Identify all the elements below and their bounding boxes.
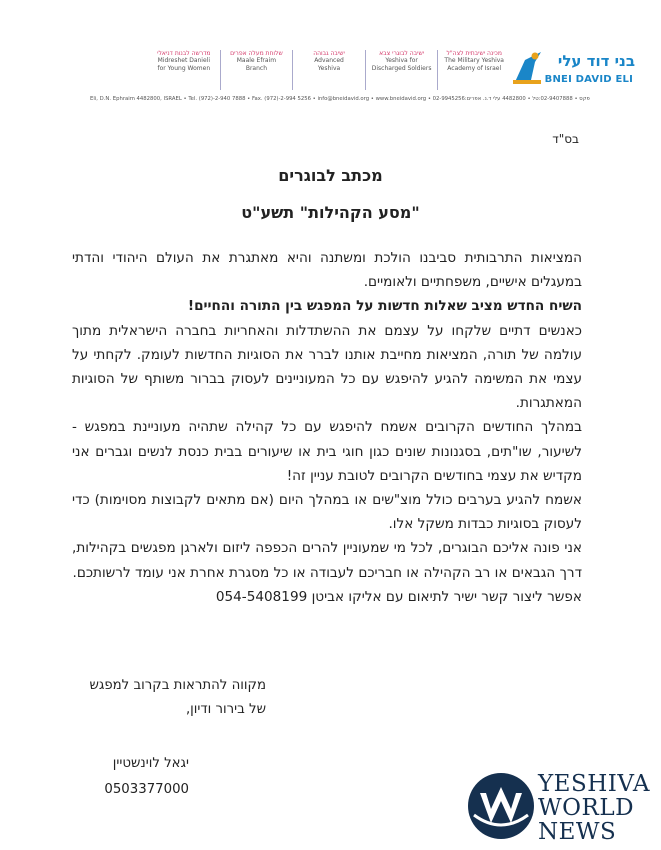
closing — [56, 674, 266, 722]
signature — [104, 751, 189, 803]
division-item: מדרשה לבנות דניאלי Midreshet Danieli for Young Women — [148, 50, 221, 90]
signature-name: יגאל לוינשטיין — [112, 756, 189, 771]
contact-line: Eli, D.N. Ephraim 4482800, ISRAEL • Tel. (972)-2-940 7888 • Fax. (972)-2-994 5256 • info@bneidavid.org • www.bneidavid.org • 02-9945256:פקס • 02-9407888:טל • 4482800 עלי ד.נ. אפרים — [90, 96, 590, 102]
signature-phone: 0503377000 — [104, 782, 189, 797]
ywn-logo-icon — [466, 771, 536, 841]
letterhead — [90, 40, 635, 120]
division-item: שלוחת מעלה אפרים Maale Efraim Branch — [221, 50, 294, 90]
bnei-david-logo — [515, 50, 635, 102]
yeshiva-world-news-watermark — [466, 769, 661, 850]
paragraph: אני פונה אליכם הבוגרים, לכל מי שמעוניין להרים הכפפה ליזום ולארגן מפגשים בקהילות, דרך הגבאים או רב הקהילה או חבריכם לעבודה או כל מסגרת אחרת אני עומד לרשותכם. — [72, 540, 582, 581]
logo-english-text: BNEI DAVID ELI — [544, 74, 633, 85]
logo-hebrew-text: בני דוד עלי — [557, 52, 635, 70]
paragraph: כאנשים דתיים שלקחו על עצמם את ההשתדלות והאחריות בחברה הישראלית מתוך עולמה של תורה, המציאות מחייבת אותנו לברר את הסוגיות החדשות לעומק. לקחתי על עצמי את המשימה להגיע להיפגש עם כל המעוניינים לעסוק בברור משותף של הסוגיות המאתגרות. — [72, 322, 582, 412]
paragraph: אשמח להגיע בערבים כולל מוצ"שים או במהלך היום (אם מתאים לקבוצות מסוימות) כדי לעסוק בסוגיות כבדות משקל אלו. — [72, 492, 582, 533]
closing-line: מקווה להתראות בקרוב למפגש — [89, 678, 266, 693]
letter-body — [72, 246, 582, 609]
contact-paragraph: אפשר ליצור קשר ישיר לתיאום עם אליקו אביטן 054-5408199 — [215, 588, 582, 605]
watermark-line-2: WORLD — [538, 795, 635, 821]
division-item: מכינה ישיבתית לצה"ל The Military Yeshiva Academy of Israel — [444, 50, 504, 72]
soldier-figure-icon — [511, 50, 545, 86]
divisions-list — [148, 50, 510, 90]
bold-paragraph: השיח החדש מציב שאלות חדשות על המפגש בין התורה והחיים! — [187, 298, 582, 315]
paragraph: במהלך החודשים הקרובים אשמח להיפגש עם כל קהילה שתהיה מעוניינת במפגש - לשיעור, שו"תים, בסגנונות שונים כגון חוגי בית או שיעורים בבית כנסת לנשים וגברים אני מקדיש את עצמי בחודשים הקרובים לטובת עניין זה! — [72, 419, 582, 484]
bsd-header: בס"ד — [552, 132, 579, 146]
division-item: ישיבה לבוגרי צבא Yeshiva for Discharged Soldiers — [366, 50, 439, 90]
division-item: ישיבה גבוהה Advanced Yeshiva — [293, 50, 366, 90]
closing-line: של בירור ודיון, — [185, 702, 266, 717]
watermark-line-3: NEWS — [538, 819, 617, 845]
letter-subtitle: "מסע הקהילות" תשע"ט — [241, 203, 420, 222]
watermark-line-1: YESHIVA — [538, 771, 651, 797]
letter-title: מכתב לבוגרים — [278, 166, 383, 185]
paragraph: המציאות התרבותית סביבנו הולכת ומשתנה והיא מאתגרת את העולם היהודי והדתי במעגלים אישיים, משפחתיים ולאומיים. — [72, 250, 582, 291]
